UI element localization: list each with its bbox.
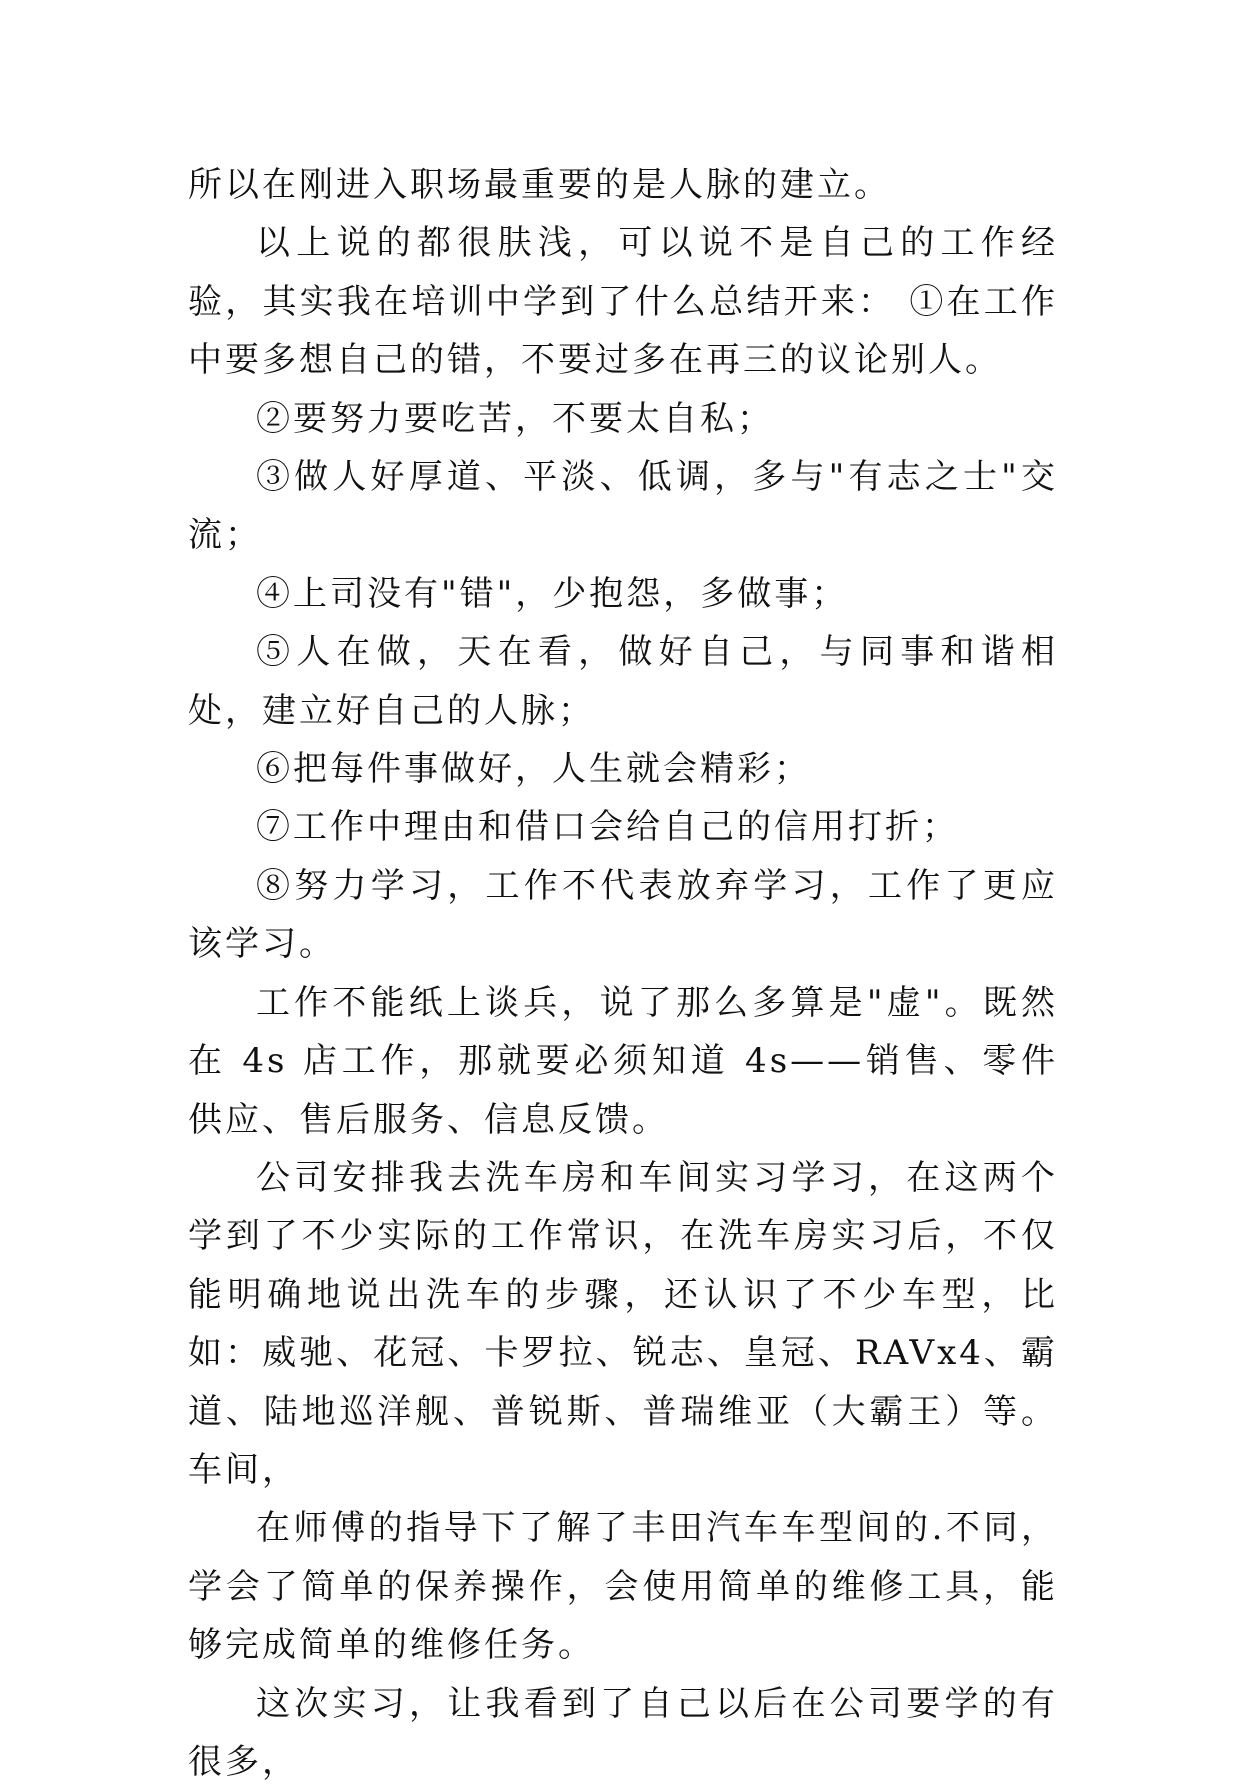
paragraph-networking: 所以在刚进入职场最重要的是人脉的建立。 — [188, 165, 891, 205]
list-item-8: ⑧努力学习，工作不代表放弃学习，工作了更应该学习。 — [188, 865, 1058, 965]
paragraph-summary-intro: 以上说的都很肤浅，可以说不是自己的工作经验，其实我在培训中学到了什么总结开来： ①在工作中要多想自己的错，不要过多在再三的议论别人。 — [188, 223, 1058, 381]
list-item-6: ⑥把每件事做好，人生就会精彩； — [256, 749, 811, 790]
list-item-3: ③做人好厚道、平淡、低调，多与"有志之士"交流； — [188, 457, 1058, 556]
paragraph-conclusion: 这次实习，让我看到了自己以后在公司要学的有很多， — [188, 1683, 1058, 1782]
paragraph-workshop-learning: 在师傅的指导下了解了丰田汽车车型间的.不同，学会了简单的保养操作，会使用简单的维修工具，能够完成简单的维修任务。 — [188, 1508, 1058, 1666]
list-item-2: ②要努力要吃苦，不要太自私； — [256, 398, 774, 439]
document-body — [188, 156, 1058, 1791]
list-item-7: ⑦工作中理由和借口会给自己的信用打折； — [256, 807, 959, 848]
list-item-4: ④上司没有"错"，少抱怨，多做事； — [256, 573, 849, 614]
list-item-5: ⑤人在做，天在看，做好自己，与同事和谐相处，建立好自己的人脉； — [188, 632, 1058, 731]
paragraph-4s-store: 工作不能纸上谈兵，说了那么多算是"虚"。既然在 4s 店工作，那就要必须知道 4s——销售、零件供应、售后服务、信息反馈。 — [188, 982, 1058, 1140]
paragraph-car-wash-internship: 公司安排我去洗车房和车间实习学习，在这两个学到了不少实际的工作常识，在洗车房实习后，不仅能明确地说出洗车的步骤，还认识了不少车型，比如：威驰、花冠、卡罗拉、锐志、皇冠、RAVx4、霸道、陆地巡洋舰、普锐斯、普瑞维亚（大霸王）等。车间， — [188, 1157, 1058, 1490]
